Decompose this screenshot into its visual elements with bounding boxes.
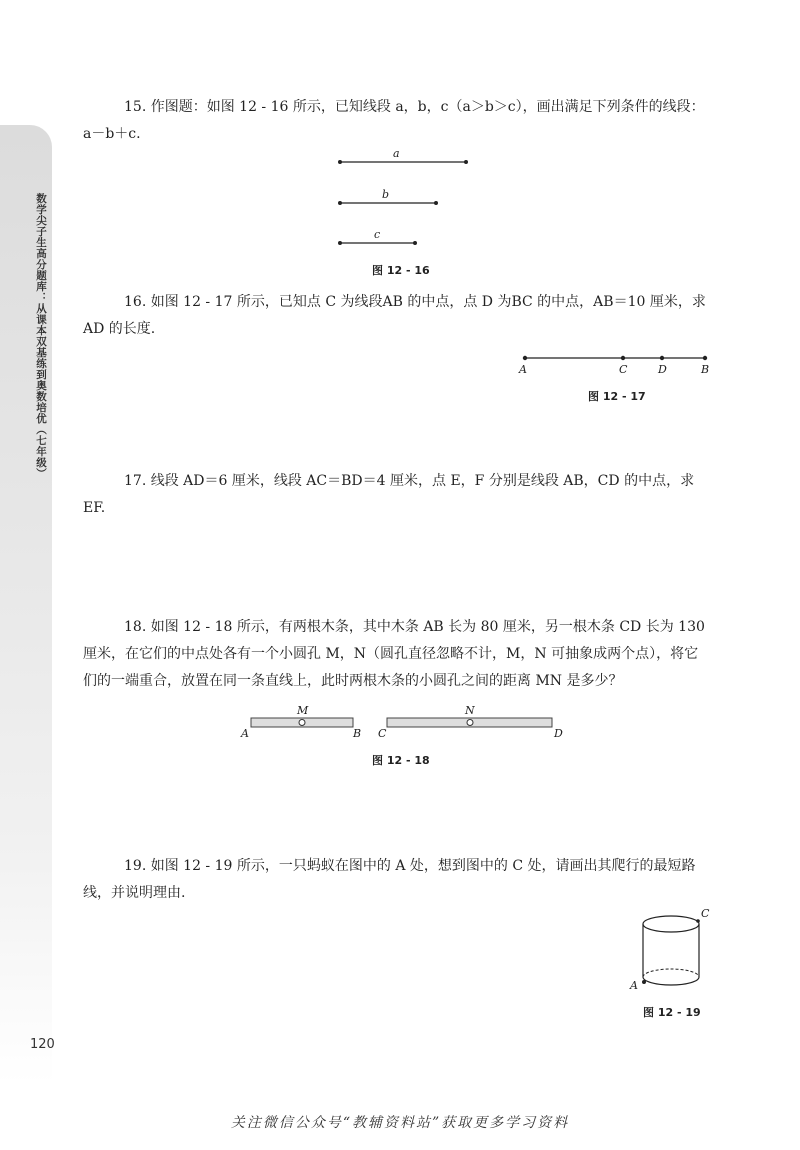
label-A: A — [630, 979, 638, 992]
question-15: 15. 作图题：如图 12 - 16 所示，已知线段 a，b，c（a＞b＞c），画出满足下列条件的线段：a－b＋c. — [83, 99, 705, 142]
footer-notice: 关注微信公众号“教辅资料站”获取更多学习资料 — [230, 1115, 570, 1131]
caption-12-19: 图 12 - 19 — [643, 1006, 701, 1019]
hole-M — [299, 720, 305, 726]
label-B: B — [701, 363, 710, 376]
label-D: D — [658, 363, 667, 376]
label-c: c — [374, 228, 381, 241]
label-B: B — [353, 727, 362, 740]
stick-CD — [387, 718, 552, 727]
figure-12-17 — [515, 348, 715, 378]
caption-12-16: 图 12 - 16 — [372, 264, 430, 277]
label-C: C — [619, 363, 628, 376]
cylinder — [643, 916, 699, 985]
label-C: C — [378, 727, 387, 740]
point-A — [642, 980, 646, 984]
stick-AB — [251, 718, 353, 727]
figure-12-16 — [330, 148, 490, 258]
label-A: A — [519, 363, 527, 376]
hole-N — [467, 720, 473, 726]
question-17: 17. 线段 AD＝6 厘米，线段 AC＝BD＝4 厘米，点 E，F 分别是线段 AB，CD 的中点，求 EF. — [83, 473, 695, 516]
segment-b — [338, 201, 438, 205]
point-B — [703, 356, 707, 360]
point-A — [523, 356, 527, 360]
label-C: C — [701, 907, 710, 920]
question-19: 19. 如图 12 - 19 所示，一只蚂蚁在图中的 A 处，想到图中的 C 处，请画出其爬行的最短路线，并说明理由. — [83, 858, 696, 901]
segment-c — [338, 241, 417, 245]
label-D: D — [554, 727, 563, 740]
point-C — [696, 919, 700, 923]
question-16: 16. 如图 12 - 17 所示，已知点 C 为线段AB 的中点，点 D 为BC 的中点，AB＝10 厘米，求 AD 的长度. — [83, 294, 706, 337]
label-A: A — [241, 727, 249, 740]
label-a: a — [393, 147, 400, 160]
point-C — [621, 356, 625, 360]
caption-12-17: 图 12 - 17 — [588, 390, 646, 403]
label-M: M — [297, 704, 309, 717]
segment-a — [338, 160, 468, 164]
book-title-vertical: 数学尖子生高分题库：从课本双基练到奥数培优（七年级） — [35, 193, 47, 479]
point-D — [660, 356, 664, 360]
caption-12-18: 图 12 - 18 — [372, 754, 430, 767]
label-b: b — [382, 188, 390, 201]
question-18: 18. 如图 12 - 18 所示，有两根木条，其中木条 AB 长为 80 厘米，另一根木条 CD 长为 130 厘米，在它们的中点处各有一个小圆孔 M，N（圆孔直径忽略不计，M，N 可抽象成两个点），将它们的一端重合，放置在同一条直线上，此时两根木条的小圆孔之间的距离 MN 是多少？ — [83, 619, 705, 689]
label-N: N — [465, 704, 475, 717]
figure-12-19 — [626, 904, 716, 994]
page-number: 120 — [30, 1037, 55, 1052]
figure-12-18 — [236, 704, 576, 740]
